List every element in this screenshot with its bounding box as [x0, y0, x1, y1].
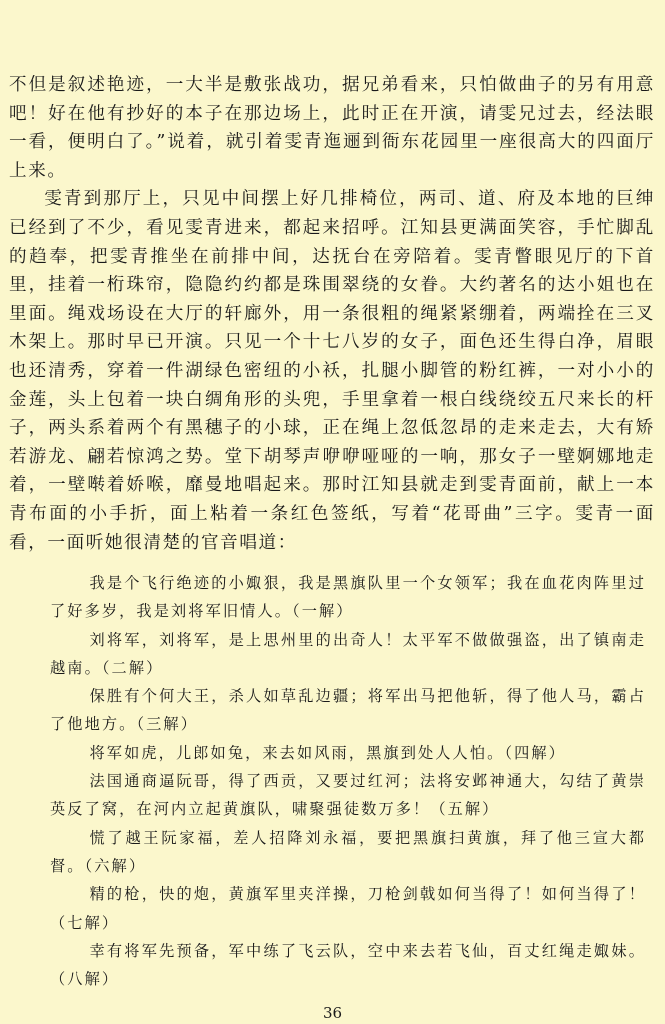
verse-4: 将军如虎，儿郎如兔，来去如风雨，黑旗到处人人怕。（四解） [89, 743, 566, 762]
song-lyrics [50, 569, 646, 993]
verse-6: 慌了越王阮家福，差人招降刘永福，要把黑旗扫黄旗，拜了他三宣大都督。（六解） [50, 828, 646, 875]
verse-5: 法国通商逼阮哥，得了西贡，又要过红河；法将安邺神通大，勾结了黄崇英反了窝，在河内立起黄旗队，啸聚强徒数万多！（五解） [50, 772, 646, 819]
paragraph: 雯青到那厅上，只见中间摆上好几排椅位，两司、道、府及本地的巨绅已经到了不少，看见雯青进来，都起来招呼。江知县更满面笑容，手忙脚乱的趋奉，把雯青推坐在前排中间，达抚台在旁陪着。雯青瞥眼见厅的下首里，挂着一桁珠帘，隐隐约约都是珠围翠绕的女眷。大约著名的达小姐也在里面。绳戏场设在大厅的轩廊外，用一条很粗的绳紧紧绷着，两端拴在三叉木架上。那时早已开演。只见一个十七八岁的女子，面色还生得白净，眉眼也还清秀，穿着一件湖绿色密纽的小袄，扎腿小脚管的粉红裤，一对小小的金莲，头上包着一块白绸角形的头兜，手里拿着一根白线绕绞五尺来长的杆子，两头系着两个有黑穗子的小球，正在绳上忽低忽昂的走来走去，大有矫若游龙、翩若惊鸿之势。堂下胡琴声咿咿哑哑的一响，那女子一壁婀娜地走着，一壁啭着娇喉，靡曼地唱起来。那时江知县就走到雯青面前，献上一本青布面的小手折，面上粘着一条红色签纸，写着“花哥曲”三字。雯青一面看，一面听她很清楚的官音唱道： [9, 189, 655, 553]
paragraph: 不但是叙述艳迹，一大半是敷张战功，据兄弟看来，只怕做曲子的另有用意吧！好在他有抄好的本子在那边场上，此时正在开演，请雯兄过去，经法眼一看，便明白了。”说着，就引着雯青迤逦到衙东花园里一座很高大的四面厅上来。 [9, 75, 655, 181]
page-number: 36 [322, 1004, 343, 1022]
verse-2: 刘将军，刘将军，是上思州里的出奇人！太平军不做做强盗，出了镇南走越南。（二解） [50, 630, 646, 677]
verse-7: 精的枪，快的炮，黄旗军里夹洋操，刀枪剑戟如何当得了！如何当得了！（七解） [50, 885, 646, 932]
verse-8: 幸有将军先预备，军中练了飞云队，空中来去若飞仙，百丈红绳走娵妹。（八解） [50, 941, 646, 989]
verse-3: 保胜有个何大王，杀人如草乱边疆；将军出马把他斩，得了他人马，霸占了他地方。（三解） [50, 687, 646, 734]
verse-1: 我是个飞行绝迹的小娵狠，我是黑旗队里一个女领军；我在血花肉阵里过了好多岁，我是刘将军旧情人。（一解） [50, 574, 646, 621]
body-text [9, 71, 655, 557]
